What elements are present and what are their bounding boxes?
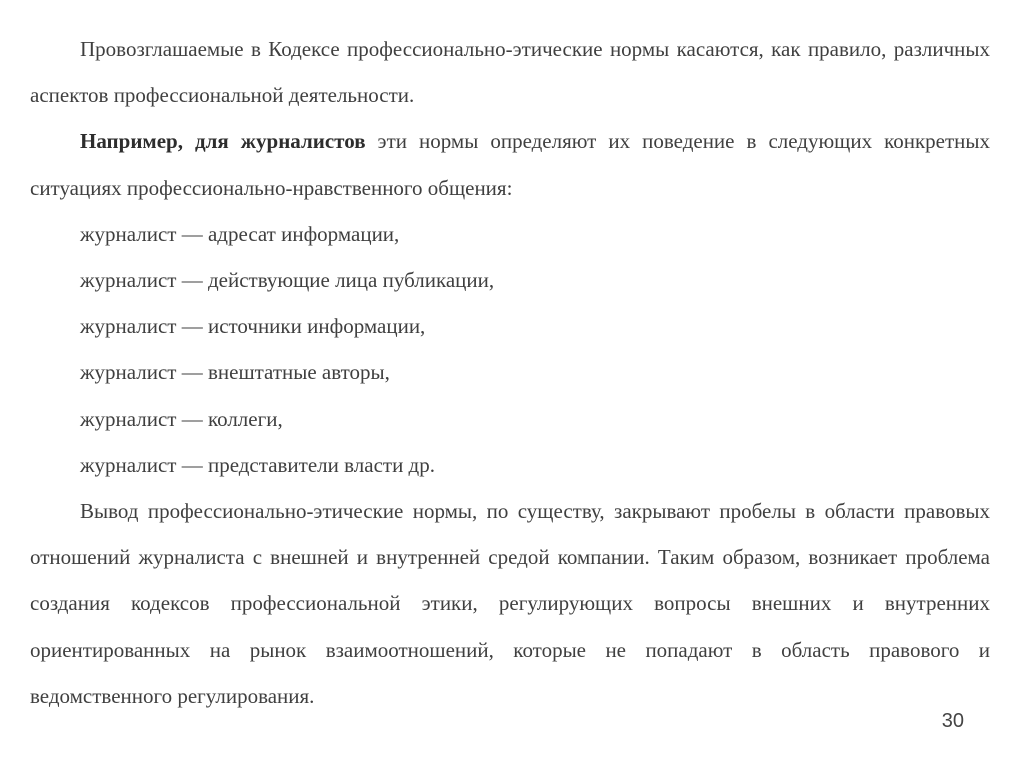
example-paragraph-rest: эти нормы определяют их поведение в следующих конкретных ситуациях профессионально-нравственного общения: <box>30 129 991 200</box>
slide-text-body <box>30 26 990 719</box>
conclusion-paragraph: Вывод профессионально-этические нормы, по существу, закрывают пробелы в области правовых отношений журналиста с внешней и внутренней средой компании. Таким образом, возникает проблема создания кодексов профессиональной этики, регулирующих вопросы внешних и внутренних ориентированных на рынок взаимоотношений, которые не попадают в область правового и ведомственного регулирования. <box>30 499 990 708</box>
list-item: журналист — действующие лица публикации, <box>80 268 495 293</box>
list-item: журналист — коллеги, <box>80 406 283 431</box>
situations-list <box>30 211 990 488</box>
list-item: журналист — представители власти др. <box>80 452 435 477</box>
example-paragraph <box>30 118 990 210</box>
list-item: журналист — источники информации, <box>80 314 426 339</box>
list-item: журналист — внештатные авторы, <box>80 360 390 385</box>
intro-paragraph: Провозглашаемые в Кодексе профессионально-этические нормы касаются, как правило, различных аспектов профессиональной деятельности. <box>30 37 990 108</box>
page-number: 30 <box>941 710 964 732</box>
list-item: журналист — адресат информации, <box>80 221 400 246</box>
example-bold-lead: Например, для журналистов <box>80 129 366 154</box>
